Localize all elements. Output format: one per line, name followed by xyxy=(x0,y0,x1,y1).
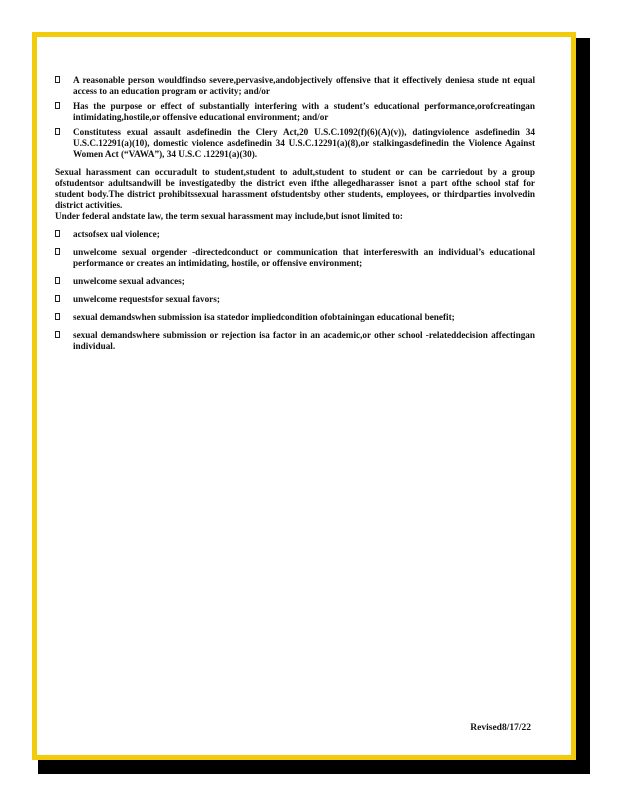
bullet-text: Constitutess exual assault asdefinedin the Clery Act,20 U.S.C.1092(f)(6)(A)(v)), datingviolence asdefinedin 34 U.S.C.12291(a)(10), domestic violence asdefinedin 34 U.S.C.12291(a)(8),or stalkingasdefinedin the Violence Against Women Act (“VAWA”), 34 U.S.C .12291(a)(30). xyxy=(73,127,535,159)
bullet-item xyxy=(55,294,535,305)
bullet-item xyxy=(55,247,535,269)
square-bullet-icon xyxy=(55,248,60,255)
paragraph-definition-intro: Under federal andstate law, the term sexual harassment may include,but isnot limited to: xyxy=(55,211,403,221)
bullet-text: sexual demandswhere submission or rejection isa factor in an academic,or other school -relateddecision affectingan individual. xyxy=(73,330,535,351)
square-bullet-icon xyxy=(55,277,60,284)
square-bullet-icon xyxy=(55,230,60,237)
bullet-item xyxy=(55,276,535,287)
square-bullet-icon xyxy=(55,76,60,83)
bullet-text: A reasonable person wouldfindso severe,pervasive,andobjectively offensive that it effectively deniesa stude nt equal access to an education program or activity; and/or xyxy=(73,75,535,96)
revision-date: Revised8/17/22 xyxy=(470,723,531,733)
square-bullet-icon xyxy=(55,331,60,338)
bullet-text: actsofsex ual violence; xyxy=(73,229,160,239)
square-bullet-icon xyxy=(55,102,60,109)
bullet-item xyxy=(55,330,535,352)
bullet-text: unwelcome requestsfor sexual favors; xyxy=(73,294,220,304)
bullet-item xyxy=(55,127,535,160)
bullet-text: unwelcome sexual advances; xyxy=(73,276,185,286)
square-bullet-icon xyxy=(55,128,60,135)
square-bullet-icon xyxy=(55,313,60,320)
page-frame xyxy=(32,32,576,760)
document-body xyxy=(55,75,535,352)
bullet-item xyxy=(55,312,535,323)
paragraph-scope: Sexual harassment can occuradult to student,student to adult,student to student or can be carriedout by a group ofstudentsor adultsandwill be investigatedby the district even ifthe allegedharasser isnot a part ofthe school staf for student body.The district prohibitssexual harassment ofstudentsby other students, employees, or thirdparties involvedin district activities. xyxy=(55,167,535,210)
bullet-item xyxy=(55,75,535,97)
bullet-item xyxy=(55,229,535,240)
bullet-item xyxy=(55,101,535,123)
bullet-text: unwelcome sexual orgender -directedconduct or communication that interfereswith an individual’s educational performance or creates an intimidating, hostile, or offensive environment; xyxy=(73,247,535,268)
bullet-text: sexual demandswhen submission isa statedor impliedcondition ofobtainingan educational benefit; xyxy=(73,312,455,322)
square-bullet-icon xyxy=(55,295,60,302)
bullet-text: Has the purpose or effect of substantially interfering with a student’s educational performance,orofcreatingan intimidating,hostile,or offensive educational environment; and/or xyxy=(73,101,535,122)
